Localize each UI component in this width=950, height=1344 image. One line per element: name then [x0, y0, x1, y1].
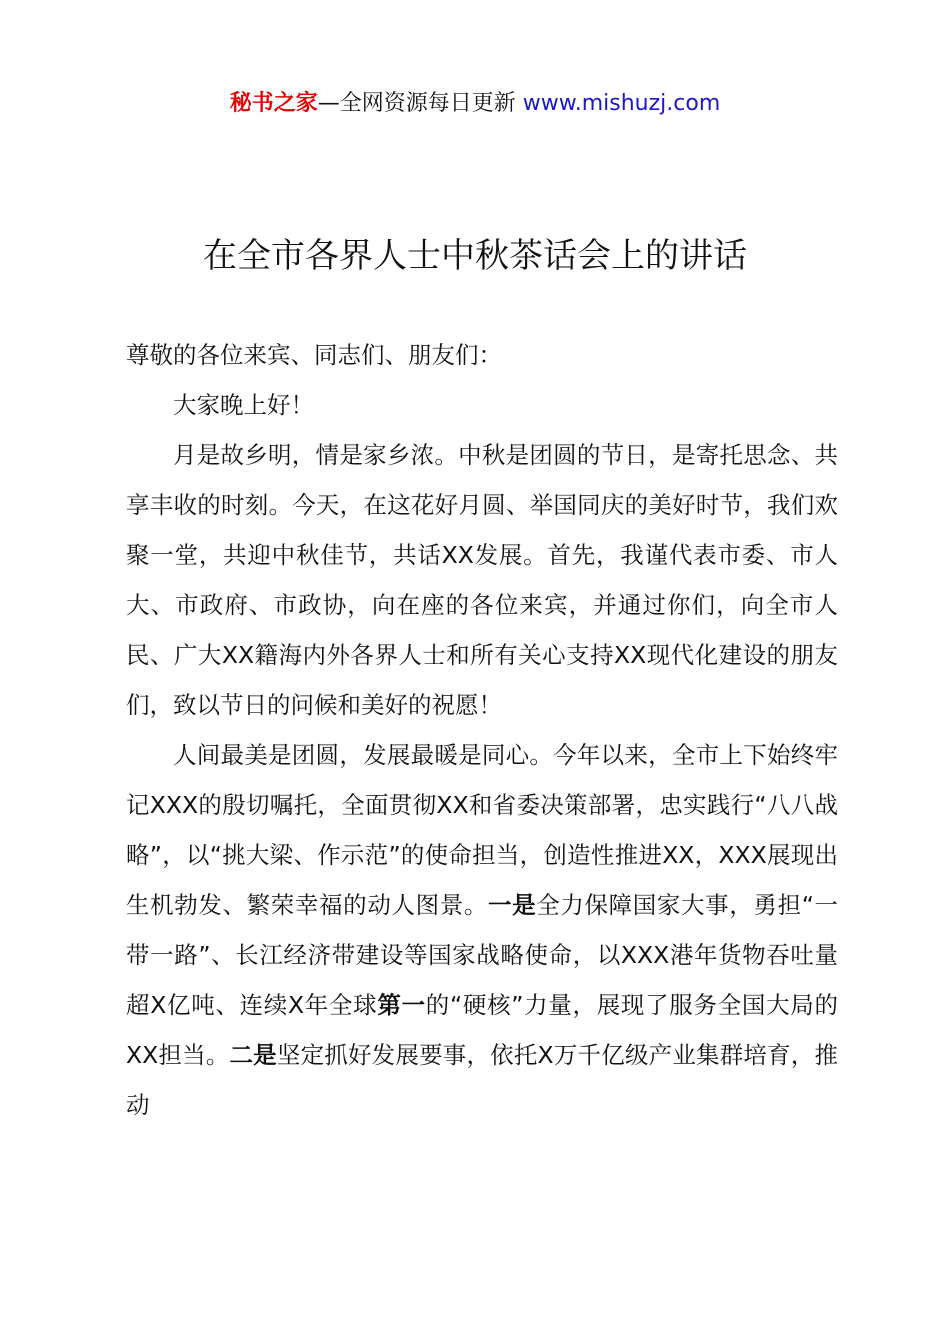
site-url-link[interactable]: www.mishuzj.com — [522, 91, 721, 116]
point-2-label: 二是 — [229, 1041, 277, 1069]
paragraph-1: 月是故乡明，情是家乡浓。中秋是团圆的节日，是寄托思念、共享丰收的时刻。今天，在这花好月圆、举国同庆的美好时节，我们欢聚一堂，共迎中秋佳节，共话XX发展。首先，我谨代表市委、市人大、市政府、市政协，向在座的各位来宾，并通过你们，向全市人民、广大XX籍海内外各界人士和所有关心支持XX现代化建设的朋友们，致以节日的问候和美好的祝愿！ — [126, 441, 838, 719]
document-title: 在全市各界人士中秋茶话会上的讲话 — [203, 236, 747, 276]
header-tagline: —全网资源每日更新 — [317, 91, 523, 116]
point-1-label: 一是 — [487, 891, 537, 919]
greeting: 大家晚上好！ — [173, 391, 314, 419]
salutation: 尊敬的各位来宾、同志们、朋友们： — [126, 341, 502, 369]
point-2-text: 坚定抓好发展要事，依托X万千亿级产业集群培育，推动 — [126, 1041, 838, 1119]
header-banner — [0, 84, 950, 124]
brand-name: 秘书之家 — [229, 91, 318, 116]
paragraph-2 — [126, 730, 838, 1130]
point-1-emphasis: 第一 — [377, 991, 426, 1019]
point-1-text-a: 全力保障国家大事，勇担“一带一路”、长江经济带建设等国家战略使命，以XXX港年货物吞吐量超X亿吨、连续X年全球 — [126, 891, 839, 1019]
paragraph-2-intro: 人间最美是团圆，发展最暖是同心。今年以来，全市上下始终牢记XXX的殷切嘱托，全面贯彻XX和省委决策部署，忠实践行“八八战略”，以“挑大梁、作示范”的使命担当，创造性推进XX，XXX展现出生机勃发、繁荣幸福的动人图景。 — [126, 741, 838, 919]
point-1-text-b: 的“硬核”力量，展现了服务全国大局的XX担当。 — [126, 991, 838, 1069]
document-body — [126, 330, 838, 1130]
